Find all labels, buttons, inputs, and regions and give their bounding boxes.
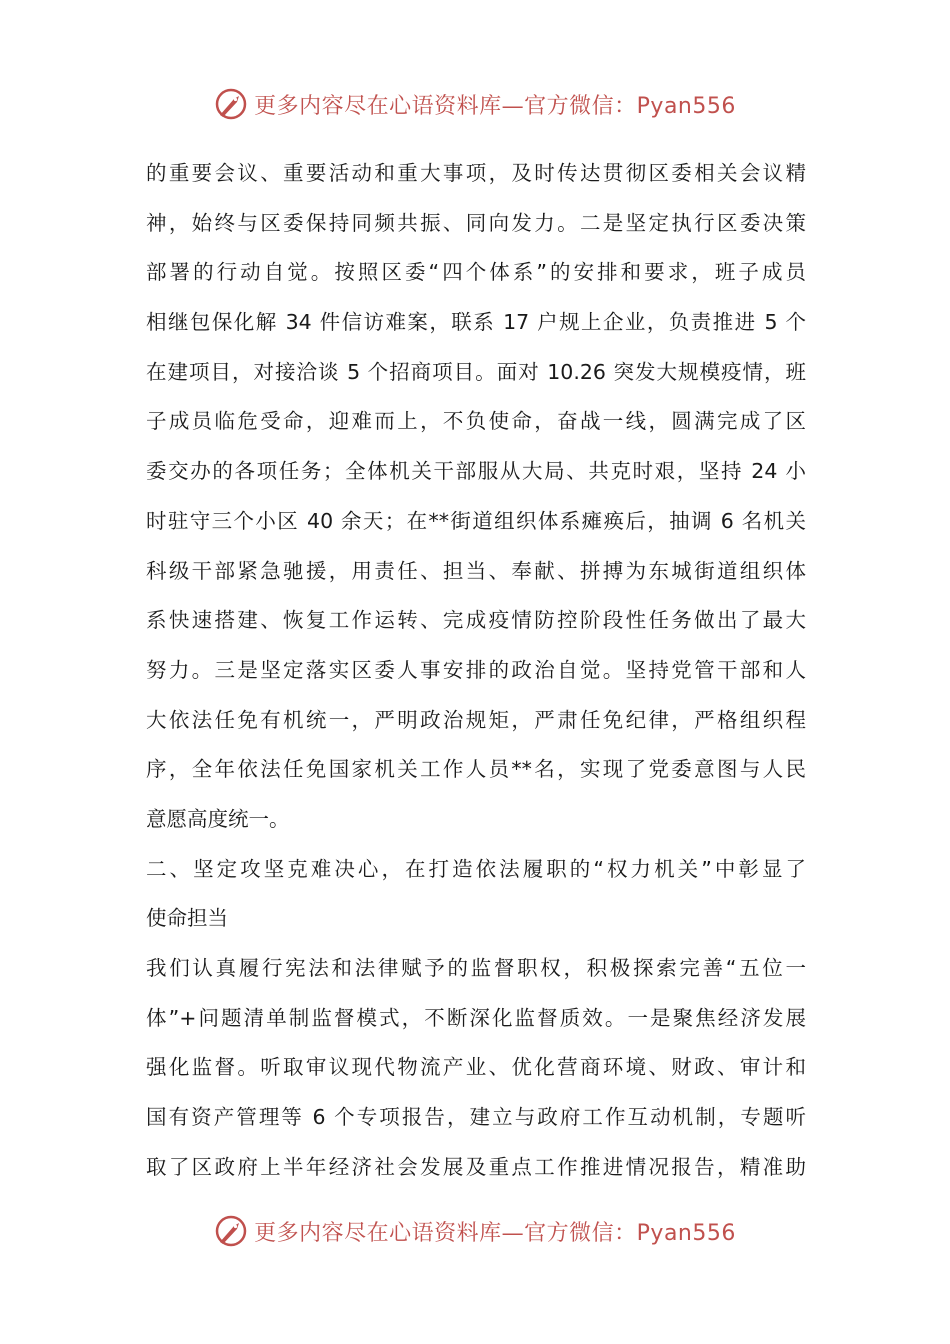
text-line: 强化监督。听取审议现代物流产业、优化营商环境、财政、审计和 — [146, 1055, 806, 1080]
footer-banner-id: Pyan556 — [636, 1220, 736, 1246]
text-line: 序，全年依法任免国家机关工作人员**名，实现了党委意图与人民 — [146, 757, 806, 782]
header-banner — [0, 84, 950, 124]
text-line: 在建项目，对接洽谈 5 个招商项目。面对 10.26 突发大规模疫情，班 — [146, 359, 806, 384]
text-line: 科级干部紧急驰援，用责任、担当、奉献、拼搏为东城街道组织体 — [146, 558, 806, 583]
text-line: 委交办的各项任务；全体机关干部服从大局、共克时艰，坚持 24 小 — [146, 459, 806, 484]
text-line: 国有资产管理等 6 个专项报告，建立与政府工作互动机制，专题听 — [146, 1105, 806, 1130]
pen-nib-logo-icon — [214, 1214, 248, 1248]
pen-nib-logo-icon — [214, 87, 248, 121]
text-line: 大依法任免有机统一，严明政治规矩，严肃任免纪律，严格组织程 — [146, 707, 806, 732]
footer-banner — [0, 1211, 950, 1251]
text-line: 的重要会议、重要活动和重大事项，及时传达贯彻区委相关会议精 — [146, 161, 806, 185]
text-line: 神，始终与区委保持同频共振、同向发力。二是坚定执行区委决策 — [146, 210, 806, 235]
text-line: 取了区政府上半年经济社会发展及重点工作推进情况报告，精准助 — [146, 1154, 806, 1179]
text-line: 系快速搭建、恢复工作运转、完成疫情防控阶段性任务做出了最大 — [146, 608, 806, 633]
text-line: 我们认真履行宪法和法律赋予的监督职权，积极探索完善“五位一 — [146, 956, 806, 980]
text-line: 努力。三是坚定落实区委人事安排的政治自觉。坚持党管干部和人 — [146, 657, 806, 682]
text-line: 时驻守三个小区 40 余天；在**街道组织体系瘫痪后，抽调 6 名机关 — [146, 508, 806, 533]
section-heading-line: 使命担当 — [146, 906, 228, 931]
section-heading-line: 二、坚定攻坚克难决心，在打造依法履职的“权力机关”中彰显了 — [146, 856, 806, 881]
text-line: 相继包保化解 34 件信访难案，联系 17 户规上企业，负责推进 5 个 — [146, 310, 806, 335]
header-banner-text: 更多内容尽在心语资料库—官方微信：Pyan556 — [254, 93, 736, 119]
header-banner-id: Pyan556 — [636, 93, 736, 119]
footer-banner-text: 更多内容尽在心语资料库—官方微信：Pyan556 — [254, 1220, 736, 1246]
document-body — [146, 149, 806, 1192]
text-line: 部署的行动自觉。按照区委“四个体系”的安排和要求，班子成员 — [146, 260, 806, 285]
text-line: 子成员临危受命，迎难而上，不负使命，奋战一线，圆满完成了区 — [146, 409, 806, 434]
text-line: 体”+问题清单制监督模式，不断深化监督质效。一是聚焦经济发展 — [146, 1005, 806, 1030]
text-line: 意愿高度统一。 — [146, 806, 290, 831]
